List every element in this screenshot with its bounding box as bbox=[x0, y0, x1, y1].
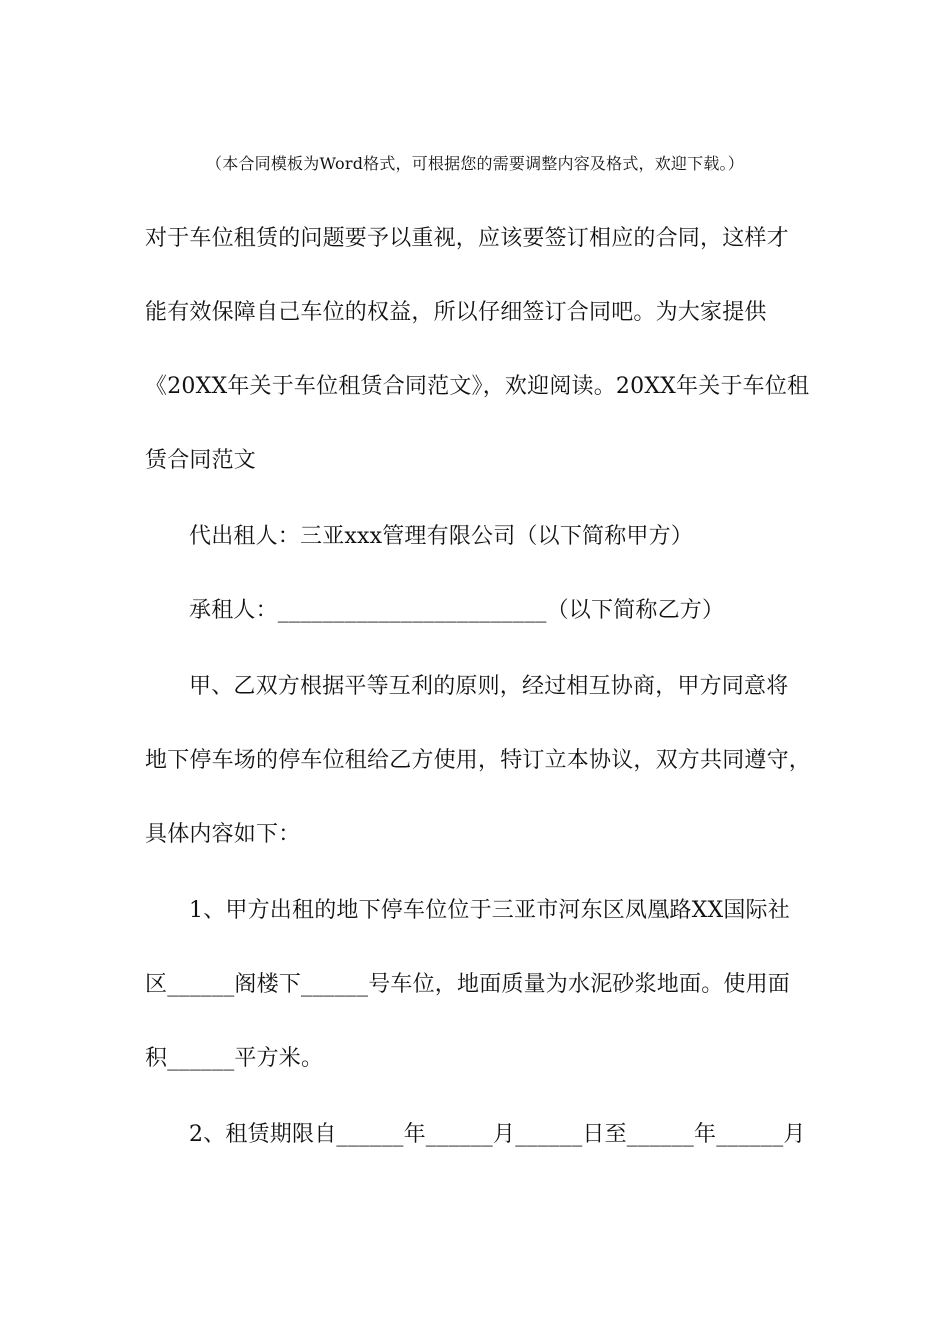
clause-2-line-1: 2、租赁期限自______年______月______日至______年______月 bbox=[189, 1122, 806, 1147]
lessee-line: 承租人：________________________（以下简称乙方） bbox=[189, 598, 725, 623]
intro-line-2: 能有效保障自己车位的权益，所以仔细签订合同吧。为大家提供 bbox=[145, 300, 767, 325]
intro-line-3: 《20XX年关于车位租赁合同范文》，欢迎阅读。20XX年关于车位租 bbox=[145, 374, 810, 399]
intro-line-1: 对于车位租赁的问题要予以重视，应该要签订相应的合同，这样才 bbox=[145, 226, 789, 251]
clause-1-line-2: 区______阁楼下______号车位，地面质量为水泥砂浆地面。使用面 bbox=[145, 972, 791, 997]
template-note: （本合同模板为Word格式，可根据您的需要调整内容及格式，欢迎下载。） bbox=[206, 154, 744, 173]
intro-line-4: 赁合同范文 bbox=[145, 448, 257, 473]
agreement-line-3: 具体内容如下： bbox=[145, 822, 301, 847]
agreement-line-2: 地下停车场的停车位租给乙方使用，特订立本协议，双方共同遵守， bbox=[145, 748, 812, 773]
lessor-line: 代出租人：三亚xxx管理有限公司（以下简称甲方） bbox=[189, 524, 694, 549]
agreement-line-1: 甲、乙双方根据平等互利的原则，经过相互协商，甲方同意将 bbox=[189, 674, 789, 699]
clause-1-line-3: 积______平方米。 bbox=[145, 1046, 324, 1071]
clause-1-line-1: 1、甲方出租的地下停车位位于三亚市河东区凤凰路XX国际社 bbox=[189, 898, 790, 923]
